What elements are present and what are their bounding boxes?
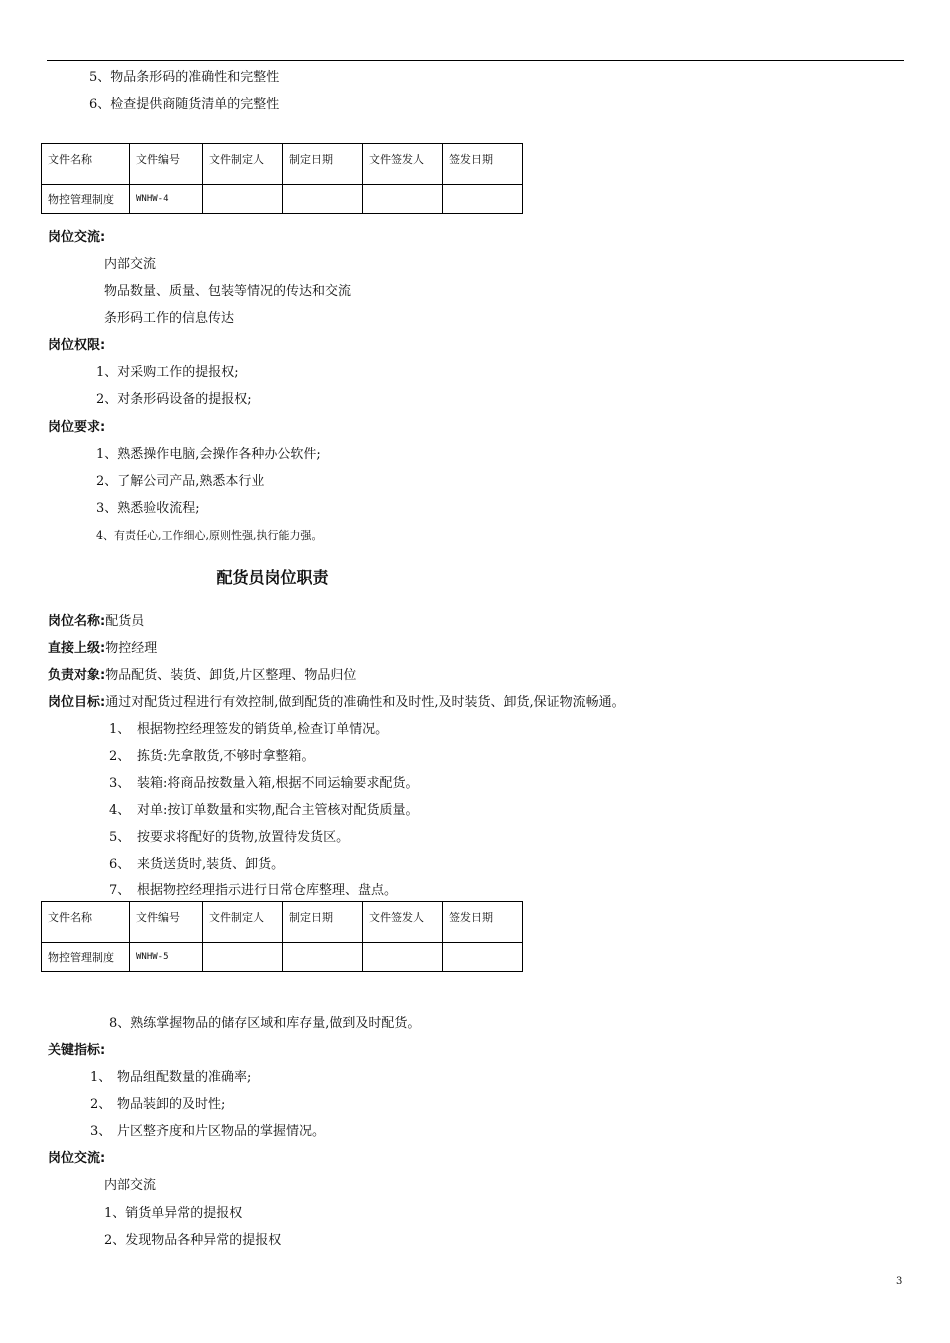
- list-item: 内部交流: [104, 257, 157, 272]
- cell-date: [283, 185, 363, 214]
- cell-issue-date: [443, 185, 523, 214]
- info-row-supervisor: [48, 640, 157, 658]
- info-label: 直接上级:: [48, 641, 106, 656]
- info-value: 物控经理: [105, 641, 158, 656]
- list-item: 内部交流: [104, 1178, 157, 1193]
- info-label: 岗位名称:: [48, 614, 106, 629]
- duty-item: [109, 748, 315, 766]
- header-issuer: 文件签发人: [363, 144, 443, 185]
- header-file-name: 文件名称: [42, 902, 130, 943]
- duty-item: [109, 829, 349, 847]
- cell-date: [283, 943, 363, 972]
- duty-item: [109, 802, 419, 820]
- info-label: 岗位目标:: [48, 695, 106, 710]
- list-item: 1、对采购工作的提报权;: [96, 365, 239, 380]
- cell-file-code: WNHW-4: [130, 185, 203, 214]
- info-row-goal: [48, 694, 625, 712]
- section-label: 关键指标:: [48, 1043, 106, 1058]
- cell-author: [203, 185, 283, 214]
- duty-item: [109, 856, 284, 874]
- duty-text: 对单:按订单数量和实物,配合主管核对配货质量。: [137, 803, 419, 818]
- header-date: 制定日期: [283, 144, 363, 185]
- cell-issuer: [363, 185, 443, 214]
- duty-num: 2、: [109, 749, 131, 764]
- info-value: 通过对配货过程进行有效控制,做到配货的准确性和及时性,及时装货、卸货,保证物流畅通。: [105, 695, 625, 710]
- document-info-table-2: [41, 901, 523, 972]
- list-item: 3、熟悉验收流程;: [96, 501, 200, 516]
- header-author: 文件制定人: [203, 902, 283, 943]
- section-label: 岗位交流:: [48, 1151, 106, 1166]
- duty-text: 根据物控经理指示进行日常仓库整理、盘点。: [137, 883, 398, 898]
- duty-num: 3、: [109, 776, 131, 791]
- cell-file-code: WNHW-5: [130, 943, 203, 972]
- list-item: 1、熟悉操作电脑,会操作各种办公软件;: [96, 447, 321, 462]
- info-value: 配货员: [105, 614, 145, 629]
- list-item: 1、销货单异常的提报权: [104, 1206, 243, 1221]
- kpi-text: 片区整齐度和片区物品的掌握情况。: [117, 1124, 326, 1139]
- list-item: 物品数量、质量、包装等情况的传达和交流: [104, 284, 352, 299]
- kpi-num: 1、: [90, 1070, 112, 1085]
- duty-item: [109, 775, 419, 793]
- header-file-code: 文件编号: [130, 902, 203, 943]
- list-item: 2、了解公司产品,熟悉本行业: [96, 474, 265, 489]
- duty-num: 4、: [109, 803, 131, 818]
- duty-num: 1、: [109, 722, 131, 737]
- header-author: 文件制定人: [203, 144, 283, 185]
- cell-file-name: 物控管理制度: [42, 185, 130, 214]
- list-item: 6、检查提供商随货清单的完整性: [89, 97, 280, 112]
- list-item: 2、发现物品各种异常的提报权: [104, 1233, 282, 1248]
- kpi-item: [90, 1123, 325, 1141]
- list-item: 4、有责任心,工作细心,原则性强,执行能力强。: [96, 529, 323, 542]
- cell-author: [203, 943, 283, 972]
- kpi-item: [90, 1096, 225, 1114]
- header-rule: [47, 60, 904, 61]
- list-item: 5、物品条形码的准确性和完整性: [89, 70, 280, 85]
- kpi-text: 物品装卸的及时性;: [117, 1097, 226, 1112]
- duty-text: 来货送货时,装货、卸货。: [137, 857, 285, 872]
- header-date: 制定日期: [283, 902, 363, 943]
- info-row-object: [48, 667, 356, 685]
- info-value: 物品配货、装货、卸货,片区整理、物品归位: [105, 668, 357, 683]
- document-info-table-1: [41, 143, 523, 214]
- duty-text: 根据物控经理签发的销货单,检查订单情况。: [137, 722, 389, 737]
- page-title: 配货员岗位职责: [216, 568, 329, 587]
- section-label: 岗位交流:: [48, 230, 106, 245]
- kpi-num: 2、: [90, 1097, 112, 1112]
- duty-num: 6、: [109, 857, 131, 872]
- section-label: 岗位要求:: [48, 420, 106, 435]
- header-file-code: 文件编号: [130, 144, 203, 185]
- duty-text: 拣货:先拿散货,不够时拿整箱。: [137, 749, 315, 764]
- duty-num: 7、: [109, 883, 131, 898]
- kpi-text: 物品组配数量的准确率;: [117, 1070, 252, 1085]
- header-file-name: 文件名称: [42, 144, 130, 185]
- cell-issue-date: [443, 943, 523, 972]
- info-row-name: [48, 613, 144, 631]
- section-label: 岗位权限:: [48, 338, 106, 353]
- list-item: 条形码工作的信息传达: [104, 311, 235, 326]
- duty-item: [109, 721, 388, 739]
- duty-text: 装箱:将商品按数量入箱,根据不同运输要求配货。: [137, 776, 419, 791]
- duty-item: [109, 882, 397, 900]
- header-issue-date: 签发日期: [443, 144, 523, 185]
- header-issuer: 文件签发人: [363, 902, 443, 943]
- duty-num: 5、: [109, 830, 131, 845]
- page-number: 3: [896, 1276, 903, 1287]
- cell-issuer: [363, 943, 443, 972]
- duty-item: 8、熟练掌握物品的储存区域和库存量,做到及时配货。: [109, 1016, 421, 1031]
- list-item: 2、对条形码设备的提报权;: [96, 392, 252, 407]
- info-label: 负责对象:: [48, 668, 106, 683]
- kpi-item: [90, 1069, 251, 1087]
- header-issue-date: 签发日期: [443, 902, 523, 943]
- duty-text: 按要求将配好的货物,放置待发货区。: [137, 830, 350, 845]
- kpi-num: 3、: [90, 1124, 112, 1139]
- cell-file-name: 物控管理制度: [42, 943, 130, 972]
